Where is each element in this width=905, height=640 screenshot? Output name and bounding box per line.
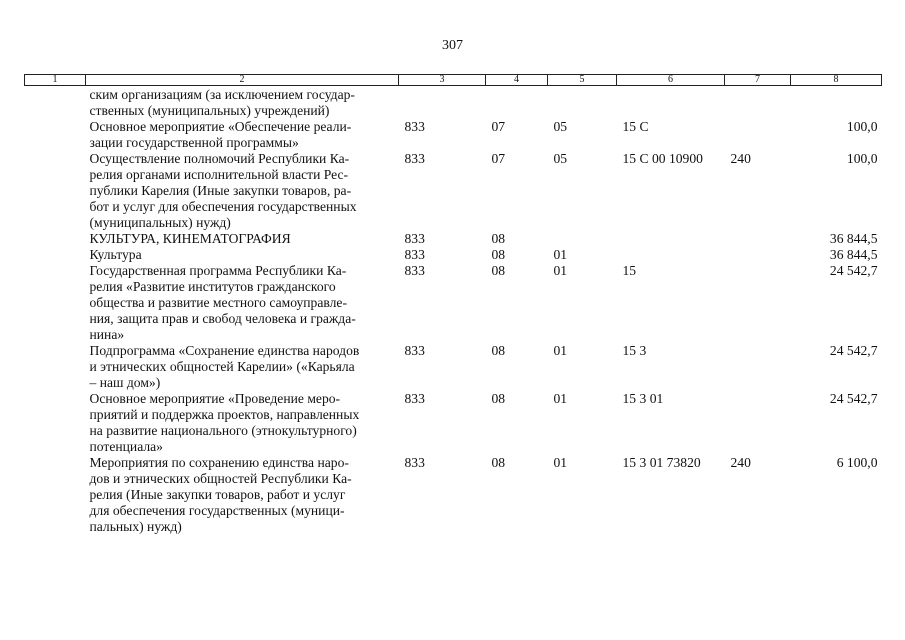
- name-line: на развитие национального (этнокультурного): [89, 423, 357, 438]
- name-line: пальных) нужд): [89, 519, 182, 534]
- name-line: ским организациям (за исключением государ-: [89, 87, 355, 102]
- cell-expense-type: 240: [730, 455, 751, 470]
- column-number-6: 6: [617, 75, 725, 86]
- cell-target-article: 15 3 01 73820: [622, 455, 701, 470]
- table-row: [25, 247, 882, 263]
- cell-subsection: 01: [553, 391, 568, 406]
- table-row: [25, 455, 882, 535]
- cell-ministry: [399, 86, 486, 120]
- cell-ministry: 833: [404, 231, 425, 246]
- cell-expense-type: [725, 86, 791, 120]
- budget-table: [24, 74, 882, 535]
- cell-section: 07: [491, 151, 506, 166]
- cell-subsection: 05: [553, 119, 568, 134]
- name-line: релия «Развитие институтов гражданского: [89, 279, 336, 294]
- column-number-7: 7: [725, 75, 791, 86]
- cell-ministry: 833: [404, 119, 425, 134]
- cell-subsection: 01: [553, 247, 568, 262]
- cell-number: [25, 391, 86, 455]
- cell-amount: 100,0: [846, 151, 878, 166]
- cell-section: 07: [491, 119, 506, 134]
- name-line: публики Карелия (Иные закупки товаров, ра-: [89, 183, 352, 198]
- column-number-5: 5: [548, 75, 617, 86]
- cell-amount: 36 844,5: [829, 231, 878, 246]
- cell-expense-type: [725, 343, 791, 391]
- name-line: дов и этнических общностей Республики Ка-: [89, 471, 352, 486]
- cell-number: [25, 86, 86, 120]
- cell-amount: 6 100,0: [836, 455, 878, 470]
- cell-name: [86, 391, 399, 455]
- cell-number: [25, 455, 86, 535]
- cell-name: [86, 231, 399, 247]
- cell-number: [25, 263, 86, 343]
- cell-amount: 24 542,7: [829, 391, 878, 406]
- name-line: Культура: [89, 247, 142, 262]
- cell-number: [25, 119, 86, 151]
- name-line: потенциала»: [89, 439, 163, 454]
- cell-target-article: 15 С 00 10900: [622, 151, 703, 166]
- cell-section: 08: [491, 455, 506, 470]
- cell-expense-type: 240: [730, 151, 751, 166]
- cell-subsection: 01: [553, 343, 568, 358]
- cell-ministry: 833: [404, 455, 425, 470]
- cell-expense-type: [725, 119, 791, 151]
- name-line: для обеспечения государственных (муници-: [89, 503, 345, 518]
- cell-number: [25, 151, 86, 231]
- table-row: [25, 263, 882, 343]
- column-number-1: 1: [25, 75, 86, 86]
- cell-ministry: 833: [404, 343, 425, 358]
- name-line: (муниципальных) нужд): [89, 215, 231, 230]
- name-line: релия органами исполнительной власти Рес-: [89, 167, 349, 182]
- cell-target-article: 15: [622, 263, 637, 278]
- column-number-3: 3: [399, 75, 486, 86]
- column-number-8: 8: [791, 75, 882, 86]
- cell-target-article: 15 С: [622, 119, 649, 134]
- cell-subsection: 01: [553, 455, 568, 470]
- cell-subsection: [548, 86, 617, 120]
- name-line: нина»: [89, 327, 125, 342]
- column-number-2: 2: [86, 75, 399, 86]
- cell-amount: 100,0: [846, 119, 878, 134]
- name-line: Мероприятия по сохранению единства наро-: [89, 455, 349, 470]
- table-row: [25, 343, 882, 391]
- table-row: [25, 231, 882, 247]
- cell-target-article: 15 3: [622, 343, 647, 358]
- cell-amount: 36 844,5: [829, 247, 878, 262]
- name-line: релия (Иные закупки товаров, работ и услуг: [89, 487, 346, 502]
- cell-number: [25, 247, 86, 263]
- cell-target-article: 15 3 01: [622, 391, 664, 406]
- page-number: 307: [442, 38, 463, 53]
- cell-section: 08: [491, 231, 506, 246]
- name-line: – наш дом»): [89, 375, 161, 390]
- cell-ministry: 833: [404, 391, 425, 406]
- cell-expense-type: [725, 247, 791, 263]
- name-line: бот и услуг для обеспечения государственных: [89, 199, 357, 214]
- cell-ministry: 833: [404, 151, 425, 166]
- cell-amount: [791, 86, 882, 120]
- name-line: зации государственной программы»: [89, 135, 299, 150]
- cell-expense-type: [725, 391, 791, 455]
- cell-expense-type: [725, 263, 791, 343]
- cell-amount: 24 542,7: [829, 263, 878, 278]
- name-line: Основное мероприятие «Проведение меро-: [89, 391, 341, 406]
- table-row: [25, 86, 882, 120]
- cell-ministry: 833: [404, 263, 425, 278]
- cell-section: 08: [491, 247, 506, 262]
- table-body: [25, 86, 882, 536]
- cell-ministry: 833: [404, 247, 425, 262]
- name-line: приятий и поддержка проектов, направленных: [89, 407, 360, 422]
- cell-section: 08: [491, 391, 506, 406]
- name-line: Подпрограмма «Сохранение единства народов: [89, 343, 360, 358]
- name-line: Осуществление полномочий Республики Ка-: [89, 151, 350, 166]
- name-line: ния, защита прав и свобод человека и гражда-: [89, 311, 356, 326]
- cell-target-article: [617, 231, 725, 247]
- cell-section: 08: [491, 263, 506, 278]
- name-line: КУЛЬТУРА, КИНЕМАТОГРАФИЯ: [89, 231, 291, 246]
- cell-name: [86, 455, 399, 535]
- name-line: Основное мероприятие «Обеспечение реали-: [89, 119, 352, 134]
- cell-expense-type: [725, 231, 791, 247]
- cell-name: [86, 119, 399, 151]
- cell-subsection: 05: [553, 151, 568, 166]
- cell-name: [86, 86, 399, 120]
- cell-number: [25, 231, 86, 247]
- name-line: общества и развитие местного самоуправле-: [89, 295, 347, 310]
- column-number-row: [25, 75, 882, 86]
- cell-name: [86, 263, 399, 343]
- table-row: [25, 391, 882, 455]
- cell-target-article: [617, 247, 725, 263]
- cell-subsection: 01: [553, 263, 568, 278]
- cell-section: 08: [491, 343, 506, 358]
- cell-target-article: [617, 86, 725, 120]
- cell-subsection: [548, 231, 617, 247]
- cell-name: [86, 247, 399, 263]
- cell-section: [486, 86, 548, 120]
- column-number-4: 4: [486, 75, 548, 86]
- table-row: [25, 151, 882, 231]
- cell-amount: 24 542,7: [829, 343, 878, 358]
- name-line: ственных (муниципальных) учреждений): [89, 103, 330, 118]
- name-line: Государственная программа Республики Ка-: [89, 263, 347, 278]
- cell-name: [86, 151, 399, 231]
- name-line: и этнических общностей Карелии» («Карьяла: [89, 359, 355, 374]
- cell-name: [86, 343, 399, 391]
- cell-number: [25, 343, 86, 391]
- table-row: [25, 119, 882, 151]
